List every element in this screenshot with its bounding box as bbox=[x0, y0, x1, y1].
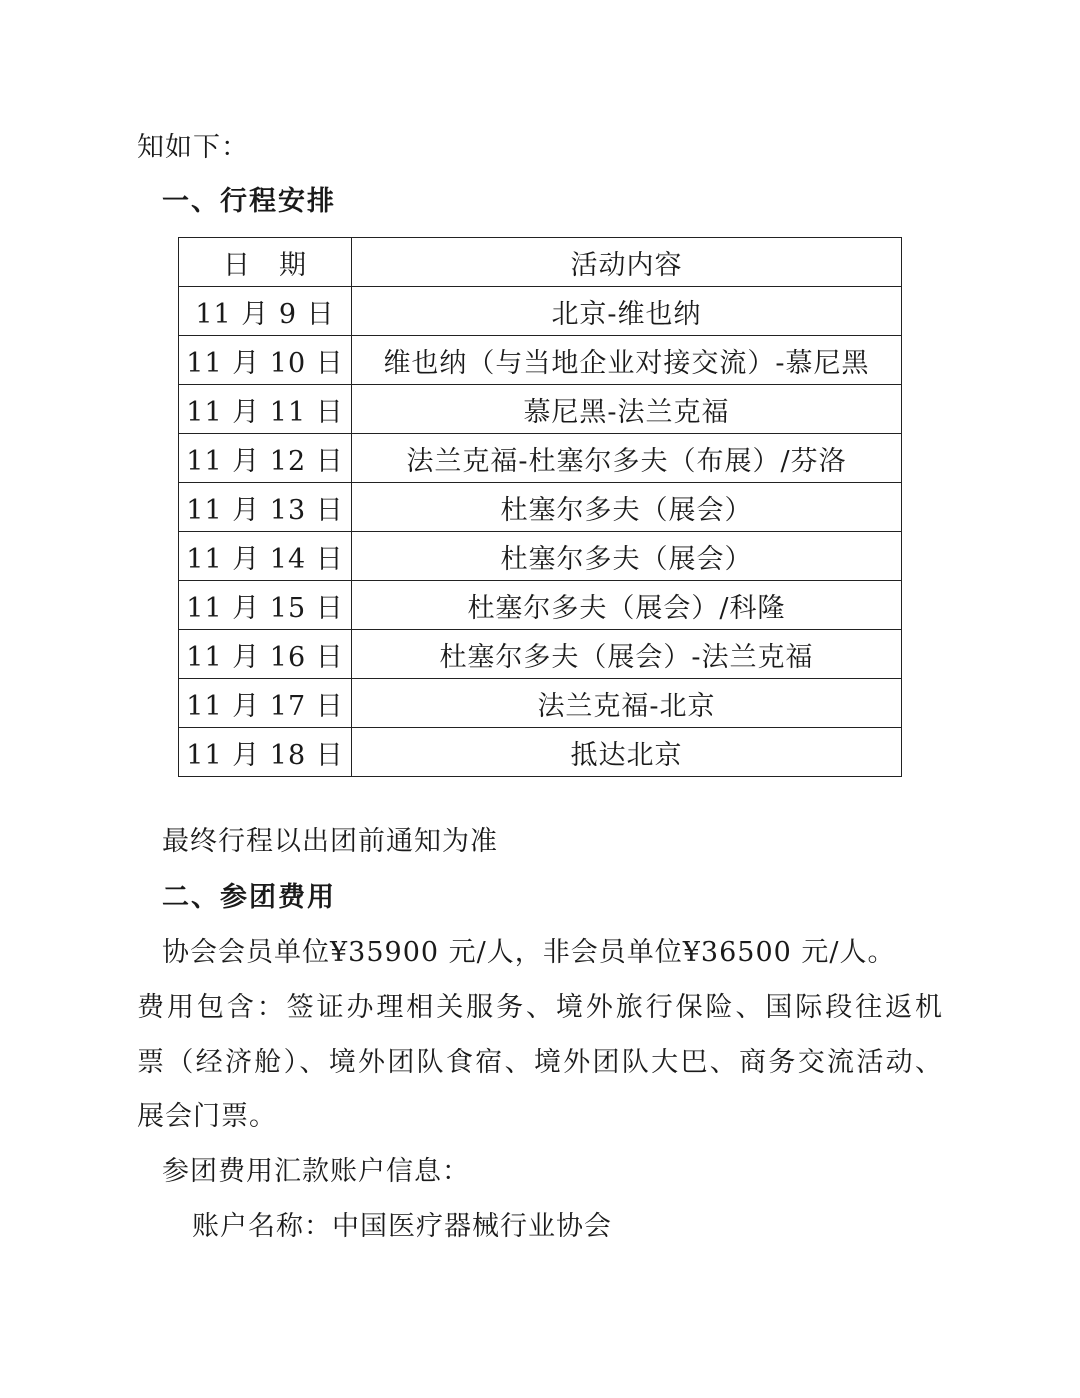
table-row bbox=[179, 287, 902, 336]
activity-cell: 杜塞尔多夫（展会） bbox=[352, 532, 902, 581]
table-row bbox=[179, 728, 902, 777]
date-cell: 11 月 12 日 bbox=[179, 434, 352, 483]
activity-cell: 北京-维也纳 bbox=[352, 287, 902, 336]
date-cell: 11 月 11 日 bbox=[179, 385, 352, 434]
activity-cell: 杜塞尔多夫（展会）-法兰克福 bbox=[352, 630, 902, 679]
header-date: 日 期 bbox=[179, 238, 352, 287]
date-cell: 11 月 13 日 bbox=[179, 483, 352, 532]
section-title-fees: 二、参团费用 bbox=[162, 882, 336, 913]
table-row bbox=[179, 679, 902, 728]
table-row bbox=[179, 434, 902, 483]
activity-cell: 杜塞尔多夫（展会） bbox=[352, 483, 902, 532]
fee-amounts: 协会会员单位¥35900 元/人，非会员单位¥36500 元/人。 bbox=[162, 937, 896, 968]
activity-cell: 法兰克福-北京 bbox=[352, 679, 902, 728]
date-cell: 11 月 10 日 bbox=[179, 336, 352, 385]
activity-cell: 慕尼黑-法兰克福 bbox=[352, 385, 902, 434]
table-row bbox=[179, 630, 902, 679]
section-title-itinerary: 一、行程安排 bbox=[162, 186, 336, 217]
date-cell: 11 月 15 日 bbox=[179, 581, 352, 630]
activity-cell: 维也纳（与当地企业对接交流）-慕尼黑 bbox=[352, 336, 902, 385]
fee-includes-line-2: 票（经济舱）、境外团队食宿、境外团队大巴、商务交流活动、 bbox=[137, 1047, 943, 1078]
account-info-title: 参团费用汇款账户信息： bbox=[162, 1156, 470, 1187]
date-cell: 11 月 14 日 bbox=[179, 532, 352, 581]
date-cell: 11 月 9 日 bbox=[179, 287, 352, 336]
activity-cell: 杜塞尔多夫（展会）/科隆 bbox=[352, 581, 902, 630]
header-activity: 活动内容 bbox=[352, 238, 902, 287]
table-row bbox=[179, 581, 902, 630]
fee-includes-line-3: 展会门票。 bbox=[137, 1101, 277, 1132]
date-cell: 11 月 16 日 bbox=[179, 630, 352, 679]
date-cell: 11 月 18 日 bbox=[179, 728, 352, 777]
account-name: 账户名称：中国医疗器械行业协会 bbox=[192, 1211, 612, 1242]
table-row bbox=[179, 532, 902, 581]
activity-cell: 抵达北京 bbox=[352, 728, 902, 777]
itinerary-table bbox=[178, 237, 902, 777]
table-header-row bbox=[179, 238, 902, 287]
table-row bbox=[179, 336, 902, 385]
table-row bbox=[179, 483, 902, 532]
intro-text: 知如下： bbox=[137, 132, 249, 163]
activity-cell: 法兰克福-杜塞尔多夫（布展）/芬洛 bbox=[352, 434, 902, 483]
fee-includes-line-1: 费用包含：签证办理相关服务、境外旅行保险、国际段往返机 bbox=[137, 992, 943, 1023]
itinerary-note: 最终行程以出团前通知为准 bbox=[162, 826, 498, 857]
date-cell: 11 月 17 日 bbox=[179, 679, 352, 728]
table-row bbox=[179, 385, 902, 434]
